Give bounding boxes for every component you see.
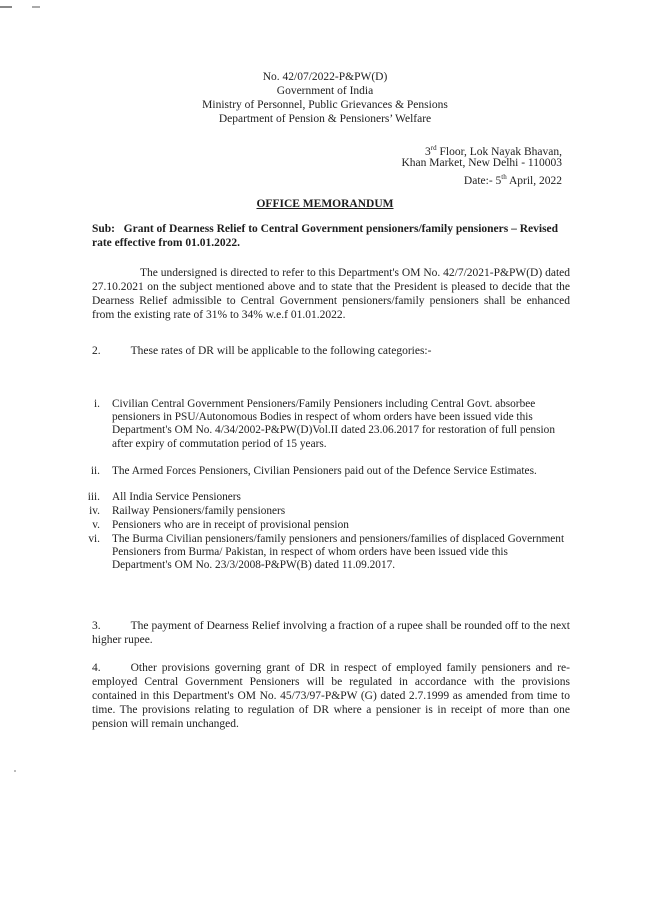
list-item: i. Civilian Central Government Pensioners/Family Pensioners including Central Govt. absorbee pensioners in PSU/Autonomous Bodies in respect of whom orders have been issued vide this Department's OM No. 4/34/2002-P&PW(D)Vol.II dated 23.06.2017 for restoration of full pension after expiry of commutation period of 15 years. bbox=[94, 398, 555, 450]
scan-mark bbox=[32, 6, 40, 8]
list-item: iv. Railway Pensioners/family pensioners bbox=[89, 505, 286, 517]
paragraph-1: The undersigned is directed to refer to this Department's OM No. 42/7/2021-P&PW(D) dated 27.10.2021 on the subject mentioned above and to state that the President is pleased to decide that the Dearness Relief admissible to Central Government pensioners/family pensioners shall be enhanced from the existing rate of 31% to 34% w.e.f 01.01.2022. bbox=[92, 267, 570, 321]
memo-title: OFFICE MEMORANDUM bbox=[256, 198, 394, 210]
subject-label: Sub: bbox=[92, 223, 116, 235]
address-line-2: Khan Market, New Delhi - 110003 bbox=[401, 157, 562, 169]
paragraph-4: 4. Other provisions governing grant of DR in respect of employed family pensioners and re-employed Central Government Pensioners will be regulated in accordance with the provisions contained in this Department's OM No. 45/73/97-P&PW (G) dated 2.7.1999 as amended from time to time. The provisions relating to regulation of DR where a pensioner is in receipt of more than one pension will remain unchanged. bbox=[92, 662, 570, 730]
scan-speck bbox=[14, 770, 16, 772]
list-item: ii. The Armed Forces Pensioners, Civilian Pensioners paid out of the Defence Service Estimates. bbox=[90, 465, 537, 477]
department-line: Department of Pension & Pensioners’ Welfare bbox=[218, 113, 432, 125]
memo-date: Date:- 5th April, 2022 bbox=[463, 173, 562, 187]
scan-mark bbox=[0, 6, 12, 8]
file-number: No. 42/07/2022-P&PW(D) bbox=[262, 71, 388, 83]
subject-text: Grant of Dearness Relief to Central Government pensioners/family pensioners – Revised rate effective from 01.01.2022. bbox=[92, 223, 559, 249]
paragraph-3: 3. The payment of Dearness Relief involving a fraction of a rupee shall be rounded off to the next higher rupee. bbox=[92, 620, 570, 646]
ministry-line: Ministry of Personnel, Public Grievances & Pensions bbox=[202, 99, 448, 111]
list-item: vi. The Burma Civilian pensioners/family pensioners and pensioners/families of displaced Government Pensioners from Burma/ Pakistan, in respect of whom orders have been issued vide this Department's OM No. 23/3/2008-P&PW(B) dated 11.09.2017. bbox=[88, 533, 565, 572]
address-line-1: 3rd Floor, Lok Nayak Bhavan, bbox=[425, 144, 562, 158]
paragraph-2: 2. These rates of DR will be applicable to the following categories:- bbox=[92, 345, 432, 357]
government-line: Government of India bbox=[276, 85, 374, 97]
list-item: iii. All India Service Pensioners bbox=[87, 491, 241, 503]
list-item: v. Pensioners who are in receipt of provisional pension bbox=[92, 519, 349, 531]
subject bbox=[92, 222, 570, 250]
